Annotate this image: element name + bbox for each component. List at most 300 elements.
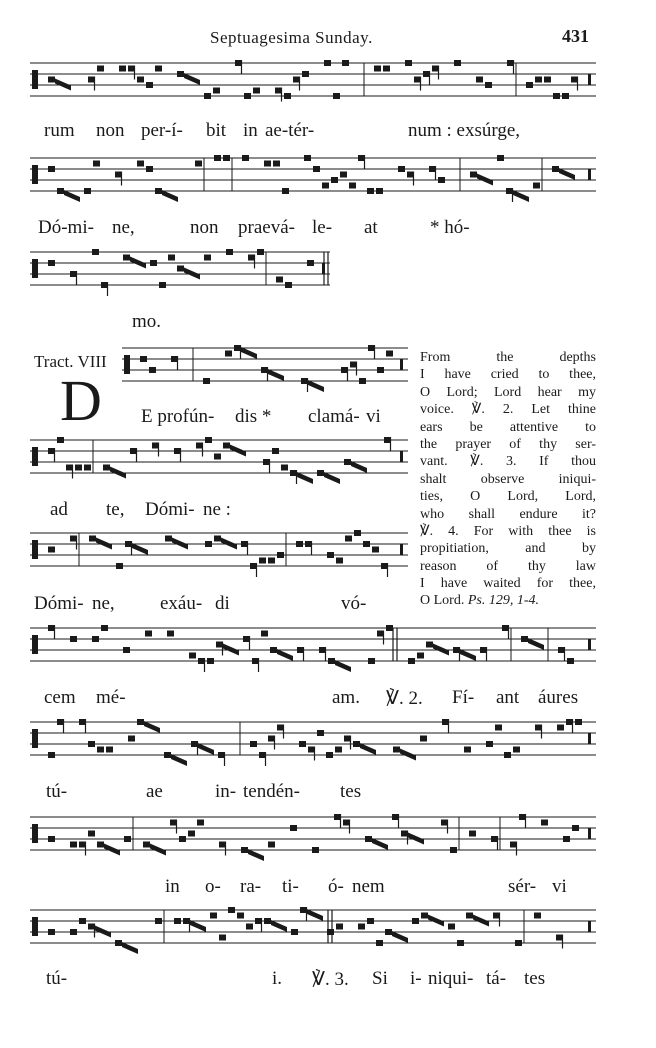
square-neume: [205, 437, 212, 443]
square-neume: [137, 161, 144, 167]
porrectus-neume: [110, 467, 126, 479]
porrectus-neume: [400, 749, 416, 761]
lyric-syllable: vi: [552, 876, 567, 897]
translation-line: I have waited for thee,: [420, 576, 596, 592]
square-neume: [145, 631, 152, 637]
square-neume: [155, 918, 162, 924]
square-neume: [103, 465, 110, 471]
square-neume: [223, 155, 230, 161]
square-neume: [365, 836, 372, 842]
lyric-syllable: praevá-: [238, 217, 295, 238]
lyric-syllable: exáu-: [160, 593, 203, 614]
lyric-syllable: ne,: [112, 217, 135, 238]
square-neume: [219, 935, 226, 941]
square-neume: [106, 747, 113, 753]
custos: [588, 74, 591, 85]
square-neume: [457, 940, 464, 946]
do-clef: [32, 540, 38, 559]
square-neume: [513, 747, 520, 753]
lyric-syllable: i.: [272, 968, 283, 989]
translation-line: voice. ℣. 2. Let thine: [420, 402, 596, 418]
custos: [588, 921, 591, 932]
do-clef: [32, 447, 38, 466]
square-neume: [257, 249, 264, 255]
lyric-syllable: dis *: [235, 406, 272, 427]
square-neume: [48, 836, 55, 842]
square-neume: [70, 636, 77, 642]
lyric-syllable: Dómi-: [145, 499, 195, 520]
translation-line: reason of thy law: [420, 558, 596, 574]
square-neume: [70, 842, 77, 848]
porrectus-neume: [392, 931, 408, 943]
square-neume: [485, 82, 492, 88]
square-neume: [146, 166, 153, 172]
square-neume: [168, 255, 175, 261]
translation-last-line: [420, 592, 596, 609]
square-neume: [57, 188, 64, 194]
porrectus-neume: [559, 168, 575, 180]
lyric-syllable: ae-tér-: [265, 120, 315, 141]
porrectus-neume: [221, 538, 237, 550]
square-neume: [541, 820, 548, 826]
lyric-syllable: i-: [410, 968, 422, 989]
square-neume: [575, 719, 582, 725]
square-neume: [48, 77, 55, 83]
square-neume: [349, 183, 356, 189]
square-neume: [92, 636, 99, 642]
square-neume: [336, 924, 343, 930]
square-neume: [448, 924, 455, 930]
square-neume: [57, 437, 64, 443]
square-neume: [420, 736, 427, 742]
tract-label: Tract. VIII: [34, 352, 107, 371]
square-neume: [285, 282, 292, 288]
square-neume: [567, 658, 574, 664]
square-neume: [97, 66, 104, 72]
square-neume: [84, 188, 91, 194]
square-neume: [312, 847, 319, 853]
square-neume: [376, 188, 383, 194]
lyric-syllable: * hó-: [430, 217, 470, 238]
porrectus-neume: [408, 833, 424, 845]
porrectus-neume: [198, 743, 214, 755]
square-neume: [205, 541, 212, 547]
square-neume: [203, 378, 210, 384]
square-neume: [335, 747, 342, 753]
lyric-syllable: tes: [524, 968, 546, 989]
lyric-syllable: rum: [44, 120, 75, 141]
page-number: 431: [562, 26, 589, 46]
square-neume: [412, 918, 419, 924]
translation-line: From the depths: [420, 350, 596, 365]
square-neume: [426, 642, 433, 648]
square-neume: [515, 940, 522, 946]
porrectus-neume: [351, 461, 367, 473]
square-neume: [48, 752, 55, 758]
square-neume: [322, 183, 329, 189]
square-neume: [421, 913, 428, 919]
square-neume: [363, 541, 370, 547]
square-neume: [242, 155, 249, 161]
lyric-syllable: vó-: [341, 593, 367, 614]
lyric-syllable: Dó-mi-: [38, 217, 94, 238]
square-neume: [143, 842, 150, 848]
lyric-syllable: in-: [215, 781, 237, 802]
square-neume: [417, 653, 424, 659]
porrectus-neume: [96, 538, 112, 550]
porrectus-neume: [241, 347, 257, 359]
square-neume: [552, 166, 559, 172]
square-neume: [159, 282, 166, 288]
square-neume: [115, 940, 122, 946]
lyric-syllable: Fí-: [452, 687, 475, 708]
square-neume: [264, 918, 271, 924]
translation-line: propitiation, and by: [420, 541, 596, 557]
lyric-syllable: tes: [340, 781, 362, 802]
square-neume: [155, 66, 162, 72]
square-neume: [92, 249, 99, 255]
square-neume: [326, 752, 333, 758]
lyric-syllable: ra-: [240, 876, 262, 897]
porrectus-neume: [122, 942, 138, 954]
square-neume: [189, 653, 196, 659]
lyric-syllable: niqui-: [428, 968, 474, 989]
square-neume: [188, 831, 195, 837]
square-neume: [495, 725, 502, 731]
square-neume: [88, 831, 95, 837]
porrectus-neume: [308, 380, 324, 392]
do-clef: [32, 70, 38, 89]
square-neume: [544, 77, 551, 83]
square-neume: [342, 60, 349, 66]
square-neume: [562, 93, 569, 99]
square-neume: [97, 747, 104, 753]
square-neume: [273, 161, 280, 167]
square-neume: [454, 60, 461, 66]
porrectus-neume: [460, 649, 476, 661]
square-neume: [313, 166, 320, 172]
square-neume: [284, 93, 291, 99]
square-neume: [272, 448, 279, 454]
square-neume: [214, 536, 221, 542]
square-neume: [268, 842, 275, 848]
square-neume: [48, 260, 55, 266]
porrectus-neume: [223, 644, 239, 656]
square-neume: [377, 367, 384, 373]
lyric-syllable: non: [96, 120, 125, 141]
translation-line: the prayer of thy ser-: [420, 436, 596, 452]
lyric-syllable: o-: [205, 876, 221, 897]
lyric-syllable: in: [165, 876, 180, 897]
lyric-syllable: ℣. 2.: [386, 688, 423, 709]
square-neume: [385, 929, 392, 935]
square-neume: [214, 454, 221, 460]
square-neume: [327, 552, 334, 558]
translation-line: ℣. 4. For with thee is: [420, 523, 596, 539]
square-neume: [281, 465, 288, 471]
square-neume: [70, 929, 77, 935]
lyric-syllable: tú-: [46, 781, 68, 802]
porrectus-neume: [360, 743, 376, 755]
psalm-citation: Ps. 129, 1-4.: [467, 593, 539, 609]
square-neume: [84, 465, 91, 471]
lyric-syllable: te,: [106, 499, 125, 520]
square-neume: [374, 66, 381, 72]
square-neume: [268, 558, 275, 564]
porrectus-neume: [271, 920, 287, 932]
square-neume: [246, 924, 253, 930]
square-neume: [119, 66, 126, 72]
do-clef: [32, 635, 38, 654]
porrectus-neume: [473, 915, 489, 927]
square-neume: [344, 459, 351, 465]
initial-letter: D: [60, 368, 102, 433]
translation-line: I have cried to thee,: [420, 367, 596, 383]
square-neume: [486, 741, 493, 747]
square-neume: [572, 825, 579, 831]
porrectus-neume: [184, 73, 200, 85]
square-neume: [563, 836, 570, 842]
square-neume: [535, 77, 542, 83]
square-neume: [354, 530, 361, 536]
square-neume: [307, 260, 314, 266]
do-clef: [32, 259, 38, 278]
square-neume: [291, 929, 298, 935]
square-neume: [497, 155, 504, 161]
square-neume: [372, 547, 379, 553]
porrectus-neume: [172, 538, 188, 550]
square-neume: [97, 842, 104, 848]
square-neume: [476, 77, 483, 83]
square-neume: [324, 60, 331, 66]
porrectus-neume: [528, 638, 544, 650]
square-neume: [250, 741, 257, 747]
square-neume: [123, 255, 130, 261]
square-neume: [464, 747, 471, 753]
square-neume: [450, 847, 457, 853]
porrectus-neume: [513, 190, 529, 202]
porrectus-neume: [144, 721, 160, 733]
translation-line: O Lord; Lord hear my: [420, 384, 596, 400]
square-neume: [383, 66, 390, 72]
lyric-syllable: ó-: [328, 876, 344, 897]
porrectus-neume: [335, 660, 351, 672]
lyric-syllable: ti-: [282, 876, 299, 897]
square-neume: [253, 88, 260, 94]
lyric-syllable: ne,: [92, 593, 115, 614]
translation-line: vant. ℣. 3. If thou: [420, 454, 596, 470]
lyric-syllable: di: [215, 593, 230, 614]
porrectus-neume: [95, 926, 111, 938]
do-clef: [124, 355, 130, 374]
square-neume: [174, 918, 181, 924]
lyric-syllable: bit: [206, 120, 227, 141]
square-neume: [124, 836, 131, 842]
lyric-syllable: ant: [496, 687, 520, 708]
square-neume: [88, 741, 95, 747]
square-neume: [213, 88, 220, 94]
custos: [588, 733, 591, 744]
porrectus-neume: [190, 920, 206, 932]
square-neume: [89, 536, 96, 542]
english-translation: [420, 349, 596, 610]
lyric-syllable: tú-: [46, 968, 68, 989]
custos: [588, 828, 591, 839]
translation-line: ears be attentive to: [420, 419, 596, 435]
square-neume: [345, 536, 352, 542]
square-neume: [304, 155, 311, 161]
square-neume: [557, 725, 564, 731]
square-neume: [261, 631, 268, 637]
square-neume: [290, 825, 297, 831]
square-neume: [214, 155, 221, 161]
custos: [400, 451, 403, 462]
square-neume: [116, 563, 123, 569]
porrectus-neume: [268, 369, 284, 381]
square-neume: [137, 719, 144, 725]
square-neume: [328, 658, 335, 664]
porrectus-neume: [150, 844, 166, 856]
lyric-syllable: E profún-: [141, 406, 215, 427]
lyric-syllable: nem: [352, 876, 385, 897]
porrectus-neume: [55, 79, 71, 91]
lyric-syllable: tendén-: [243, 781, 300, 802]
square-neume: [470, 172, 477, 178]
lyric-syllable: per-í-: [141, 120, 183, 141]
square-neume: [504, 752, 511, 758]
square-neume: [146, 82, 153, 88]
translation-line: O Lord.: [420, 593, 465, 609]
square-neume: [237, 913, 244, 919]
square-neume: [177, 71, 184, 77]
square-neume: [259, 558, 266, 564]
lyric-syllable: non: [190, 217, 219, 238]
square-neume: [438, 177, 445, 183]
square-neume: [534, 913, 541, 919]
lyric-syllable: am.: [332, 687, 360, 708]
square-neume: [299, 741, 306, 747]
lyric-syllable: clamá-: [308, 406, 360, 427]
square-neume: [526, 82, 533, 88]
square-neume: [123, 647, 130, 653]
porrectus-neume: [433, 644, 449, 656]
translation-line: ties, O Lord, Lord,: [420, 489, 596, 505]
square-neume: [167, 631, 174, 637]
square-neume: [302, 71, 309, 77]
square-neume: [533, 183, 540, 189]
square-neume: [225, 351, 232, 357]
square-neume: [469, 831, 476, 837]
square-neume: [155, 188, 162, 194]
square-neume: [241, 847, 248, 853]
square-neume: [553, 93, 560, 99]
porrectus-neume: [171, 754, 187, 766]
square-neume: [358, 924, 365, 930]
square-neume: [48, 547, 55, 553]
square-neume: [79, 918, 86, 924]
custos: [400, 359, 403, 370]
square-neume: [101, 625, 108, 631]
square-neume: [405, 60, 412, 66]
porrectus-neume: [324, 472, 340, 484]
do-clef: [32, 824, 38, 843]
porrectus-neume: [230, 445, 246, 457]
square-neume: [128, 736, 135, 742]
lyric-syllable: mo.: [132, 311, 162, 332]
porrectus-neume: [477, 174, 493, 186]
square-neume: [197, 820, 204, 826]
porrectus-neume: [428, 915, 444, 927]
square-neume: [165, 536, 172, 542]
translation-line: shalt observe iniqui-: [420, 471, 596, 487]
porrectus-neume: [184, 268, 200, 280]
square-neume: [408, 658, 415, 664]
square-neume: [244, 93, 251, 99]
do-clef: [32, 729, 38, 748]
square-neume: [282, 188, 289, 194]
square-neume: [331, 177, 338, 183]
lyric-syllable: sér-: [508, 876, 537, 897]
lyric-syllable: num : exsúrge,: [408, 120, 521, 141]
porrectus-neume: [297, 472, 313, 484]
square-neume: [204, 93, 211, 99]
porrectus-neume: [372, 838, 388, 850]
porrectus-neume: [130, 257, 146, 269]
square-neume: [270, 647, 277, 653]
square-neume: [210, 913, 217, 919]
lyric-syllable: ℣. 3.: [312, 969, 349, 990]
porrectus-neume: [132, 543, 148, 555]
square-neume: [264, 161, 271, 167]
do-clef: [32, 165, 38, 184]
lyric-syllable: at: [364, 217, 378, 238]
square-neume: [195, 161, 202, 167]
do-clef: [32, 917, 38, 936]
porrectus-neume: [248, 849, 264, 861]
square-neume: [333, 93, 340, 99]
lyric-syllable: le-: [312, 217, 333, 238]
square-neume: [367, 188, 374, 194]
lyric-syllable: ae: [146, 781, 163, 802]
lyric-syllable: tá-: [486, 968, 507, 989]
square-neume: [317, 730, 324, 736]
lyric-syllable: Dómi-: [34, 593, 84, 614]
square-neume: [386, 625, 393, 631]
porrectus-neume: [307, 909, 323, 921]
custos: [588, 169, 591, 180]
square-neume: [359, 378, 366, 384]
square-neume: [48, 929, 55, 935]
square-neume: [277, 552, 284, 558]
square-neume: [93, 161, 100, 167]
lyric-syllable: mé-: [96, 687, 126, 708]
lyric-syllable: in: [243, 120, 258, 141]
square-neume: [223, 443, 230, 449]
lyric-syllable: áures: [538, 687, 579, 708]
square-neume: [340, 172, 347, 178]
square-neume: [179, 836, 186, 842]
square-neume: [150, 260, 157, 266]
square-neume: [276, 277, 283, 283]
porrectus-neume: [162, 190, 178, 202]
square-neume: [521, 636, 528, 642]
lyric-syllable: Si: [372, 968, 388, 989]
square-neume: [164, 752, 171, 758]
square-neume: [393, 747, 400, 753]
square-neume: [398, 166, 405, 172]
square-neume: [368, 658, 375, 664]
square-neume: [140, 356, 147, 362]
